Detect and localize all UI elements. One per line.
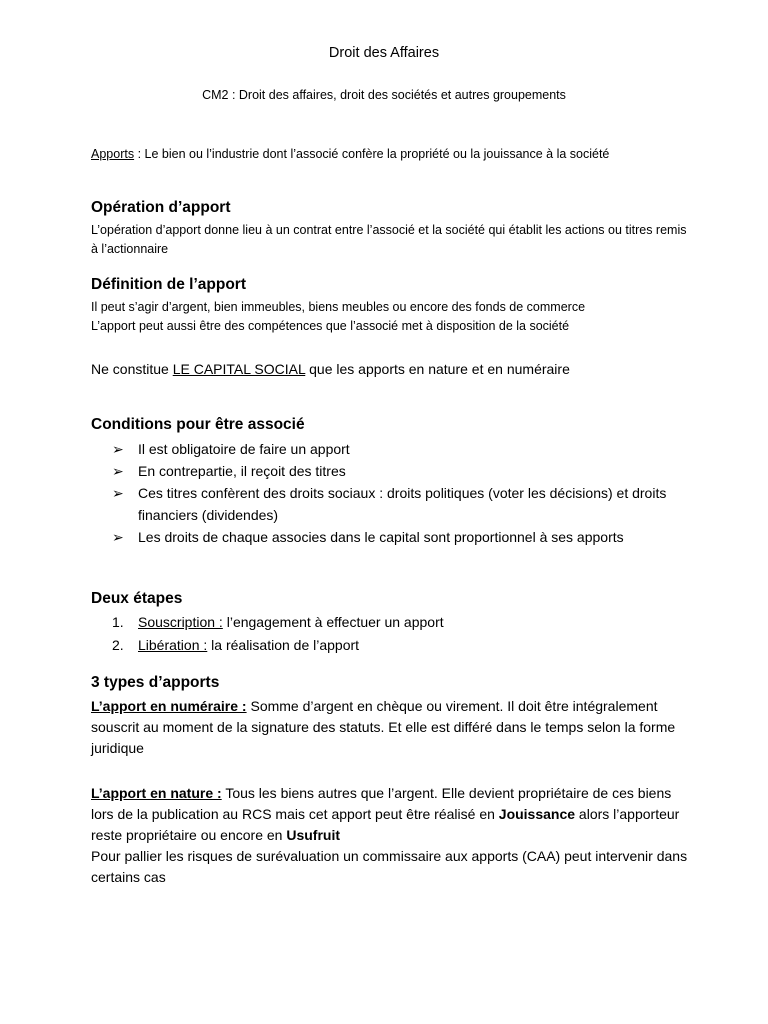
jouissance-term: Jouissance xyxy=(498,806,576,822)
conditions-heading: Conditions pour être associé xyxy=(91,416,305,433)
apport-nature xyxy=(91,783,691,888)
definition-line-1: Il peut s’agir d’argent, bien immeubles, biens meubles ou encore des fonds de commerce xyxy=(91,300,586,314)
arrow-bullet-icon: ➢ xyxy=(112,463,124,479)
etapes-list xyxy=(112,611,672,657)
definition-line-2: L’apport peut aussi être des compétences que l’associé met à disposition de la société xyxy=(91,319,570,333)
types-heading: 3 types d’apports xyxy=(91,674,220,691)
numeraire-label: L’apport en numéraire : xyxy=(91,698,247,714)
nature-text-1: Tous les biens autres que l’argent. Elle devient propriétaire de ces biens lors de la publication au RCS mais cet apport peut être réalisé en xyxy=(91,785,672,822)
document-title: Droit des Affaires xyxy=(328,45,440,61)
apports-separator: : xyxy=(134,147,145,161)
capital-after: que les apports en nature et en numéraire xyxy=(305,361,570,377)
definition-heading: Définition de l’apport xyxy=(91,276,246,293)
arrow-bullet-icon: ➢ xyxy=(112,441,124,457)
capital-emphasis: LE CAPITAL SOCIAL xyxy=(172,361,306,377)
apports-text: Le bien ou l’industrie dont l’associé confère la propriété ou la jouissance à la société xyxy=(144,147,610,161)
list-item: 2. Libération : la réalisation de l’apport xyxy=(112,637,360,653)
nature-text-3: Pour pallier les risques de surévaluation un commissaire aux apports (CAA) peut intervenir dans certains cas xyxy=(91,848,688,885)
arrow-bullet-icon: ➢ xyxy=(112,485,124,501)
conditions-list xyxy=(112,438,672,548)
apports-label: Apports xyxy=(91,147,135,161)
capital-before: Ne constitue xyxy=(91,361,173,377)
apport-numeraire xyxy=(91,696,691,759)
etape-label: Libération : xyxy=(138,637,208,653)
capital-social-statement xyxy=(91,359,691,380)
etapes-heading: Deux étapes xyxy=(91,590,183,607)
list-item: ➢ En contrepartie, il reçoit des titres xyxy=(112,460,672,482)
usufruit-term: Usufruit xyxy=(286,827,341,843)
nature-text-2: alors l’apporteur reste propriétaire ou encore en xyxy=(91,806,680,843)
operation-heading: Opération d’apport xyxy=(91,199,231,216)
apports-definition xyxy=(91,145,691,164)
list-item: ➢ Les droits de chaque associes dans le capital sont proportionnel à ses apports xyxy=(112,526,672,548)
operation-text: L’opération d’apport donne lieu à un contrat entre l’associé et la société qui établit les actions ou titres remis à l’actionnaire xyxy=(91,223,687,256)
arrow-bullet-icon: ➢ xyxy=(112,529,124,545)
etape-label: Souscription : xyxy=(138,614,223,630)
numeraire-text: Somme d’argent en chèque ou virement. Il doit être intégralement souscrit au moment de la signature des statuts. Et elle est différé dans le temps selon la forme juridique xyxy=(91,698,676,756)
document-subtitle: CM2 : Droit des affaires, droit des sociétés et autres groupements xyxy=(202,88,566,102)
list-item: ➢ Il est obligatoire de faire un apport xyxy=(112,438,672,460)
nature-label: L’apport en nature : xyxy=(91,785,222,801)
list-item: ➢ Ces titres confèrent des droits sociaux : droits politiques (voter les décisions) et droits financiers (dividendes) xyxy=(112,482,672,526)
list-item: 1. Souscription : l’engagement à effectuer un apport xyxy=(112,614,444,630)
